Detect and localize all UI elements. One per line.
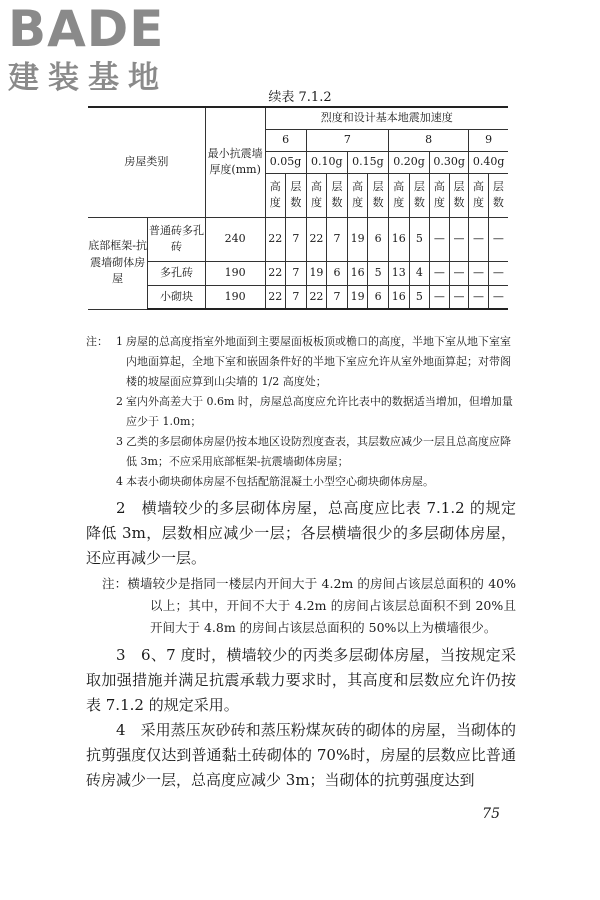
bade-logo — [8, 0, 168, 96]
intensity-header: 6 — [265, 129, 306, 151]
cell: 6 — [327, 261, 348, 285]
height-header: 高度 — [306, 173, 327, 217]
cell: — — [449, 261, 469, 285]
cell: 22 — [306, 217, 327, 261]
page-number: 75 — [482, 806, 500, 822]
height-header: 高度 — [388, 173, 409, 217]
wall-type: 多孔砖 — [148, 261, 206, 285]
height-header: 高度 — [430, 173, 450, 217]
cell: 4 — [409, 261, 430, 285]
thickness: 190 — [205, 261, 265, 285]
cell: 7 — [286, 285, 307, 309]
cell: — — [469, 217, 489, 261]
paragraph-3: 3 6、7 度时，横墙较少的丙类多层砌体房屋，当按规定采取加强措施并满足抗震承载力要求时，其高度和层数应允许仍按表 7.1.2 的规定采用。 — [86, 646, 516, 714]
height-header: 高度 — [265, 173, 286, 217]
cell: — — [488, 261, 508, 285]
cell: — — [430, 261, 450, 285]
cell: — — [449, 217, 469, 261]
paragraph-4: 4 采用蒸压灰砂砖和蒸压粉煤灰砖的砌体的房屋，当砌体的抗剪强度仅达到普通黏土砖砌体的 70%时，房屋的层数应比普通砖房减少一层，总高度应减少 3m；当砌体的抗剪强度达到 — [86, 721, 516, 789]
acceleration-header: 0.30g — [430, 151, 469, 173]
wall-type: 普通砖多孔砖 — [148, 217, 206, 261]
cell: 16 — [388, 285, 409, 309]
cell: — — [488, 285, 508, 309]
cell: 19 — [347, 217, 368, 261]
floors-header: 层数 — [449, 173, 469, 217]
cell: 6 — [368, 217, 389, 261]
cell: 7 — [286, 261, 307, 285]
cell: — — [469, 261, 489, 285]
floors-header: 层数 — [409, 173, 430, 217]
cell: 7 — [286, 217, 307, 261]
cell: 22 — [265, 261, 286, 285]
cell: 19 — [347, 285, 368, 309]
intensity-group-header: 烈度和设计基本地震加速度 — [265, 107, 508, 129]
cell: 5 — [409, 217, 430, 261]
note-item — [86, 472, 516, 492]
min-thickness-header: 最小抗震墙厚度(mm) — [205, 107, 265, 217]
acceleration-header: 0.05g — [265, 151, 306, 173]
thickness: 240 — [205, 217, 265, 261]
paragraph-2: 2 横墙较少的多层砌体房屋，总高度应比表 7.1.2 的规定降低 3m，层数相应减少一层；各层横墙很少的多层砌体房屋，还应再减少一层。 — [86, 499, 516, 567]
note-item — [86, 392, 516, 432]
table-row — [88, 261, 508, 285]
cell: 16 — [347, 261, 368, 285]
note-number: 2 — [116, 395, 123, 408]
cell: 22 — [265, 217, 286, 261]
cell: 7 — [327, 217, 348, 261]
note-item — [86, 432, 516, 472]
intensity-header: 9 — [469, 129, 508, 151]
acceleration-header: 0.40g — [469, 151, 508, 173]
cell: 7 — [327, 285, 348, 309]
cell: — — [430, 285, 450, 309]
thickness: 190 — [205, 285, 265, 309]
cell: 22 — [265, 285, 286, 309]
body-text — [86, 496, 516, 793]
intensity-header: 8 — [388, 129, 468, 151]
acceleration-header: 0.15g — [347, 151, 388, 173]
note-text: 乙类的多层砌体房屋仍按本地区设防烈度查表，其层数应减少一层且总高度应降低 3m；不应采用底部框架-抗震墙砌体房屋； — [126, 435, 511, 468]
floors-header: 层数 — [286, 173, 307, 217]
height-floor-limit-table — [88, 106, 508, 310]
note-text: 房屋的总高度指室外地面到主要屋面板板顶或檐口的高度，半地下室从地下室室内地面算起，全地下室和嵌固条件好的半地下室应允许从室外地面算起；对带阁楼的坡屋面应算到山尖墙的 1/2 高度处； — [126, 335, 511, 388]
note-item — [86, 332, 516, 392]
notes-label: 注： — [86, 335, 108, 348]
cell: — — [488, 217, 508, 261]
cell: 22 — [306, 285, 327, 309]
cell: — — [430, 217, 450, 261]
cell: 5 — [368, 261, 389, 285]
note-number: 1 — [116, 335, 123, 348]
note-text: 本表小砌块砌体房屋不包括配筋混凝土小型空心砌块砌体房屋。 — [126, 475, 434, 488]
height-header: 高度 — [469, 173, 489, 217]
cell: 6 — [368, 285, 389, 309]
cell: — — [469, 285, 489, 309]
cell: 16 — [388, 217, 409, 261]
height-header: 高度 — [347, 173, 368, 217]
table-caption: 续表 7.1.2 — [268, 90, 332, 105]
category-header: 房屋类别 — [88, 107, 205, 217]
logo-subtitle: 建装基地 — [8, 60, 168, 96]
floors-header: 层数 — [368, 173, 389, 217]
acceleration-header: 0.10g — [306, 151, 347, 173]
cell: 19 — [306, 261, 327, 285]
note-number: 4 — [116, 475, 123, 488]
note-number: 3 — [116, 435, 123, 448]
group-label: 底部框架-抗震墙砌体房屋 — [88, 217, 148, 309]
acceleration-header: 0.20g — [388, 151, 429, 173]
floors-header: 层数 — [327, 173, 348, 217]
cell: — — [449, 285, 469, 309]
note-text: 室内外高差大于 0.6m 时，房屋总高度应允许比表中的数据适当增加，但增加量应少于 1.0m； — [126, 395, 513, 428]
table-row — [88, 217, 508, 261]
cell: 5 — [409, 285, 430, 309]
paragraph-2-note: 注：横墙较少是指同一楼层内开间大于 4.2m 的房间占该层总面积的 40%以上；其中，开间不大于 4.2m 的房间占该层总面积不到 20%且开间大于 4.8m 的房间占该层总面积的 50%以上为横墙很少。 — [102, 576, 516, 635]
table-row — [88, 285, 508, 309]
logo-brand: BADE — [8, 0, 165, 58]
wall-type: 小砌块 — [148, 285, 206, 309]
table-notes — [86, 332, 516, 492]
intensity-header: 7 — [306, 129, 388, 151]
floors-header: 层数 — [488, 173, 508, 217]
cell: 13 — [388, 261, 409, 285]
